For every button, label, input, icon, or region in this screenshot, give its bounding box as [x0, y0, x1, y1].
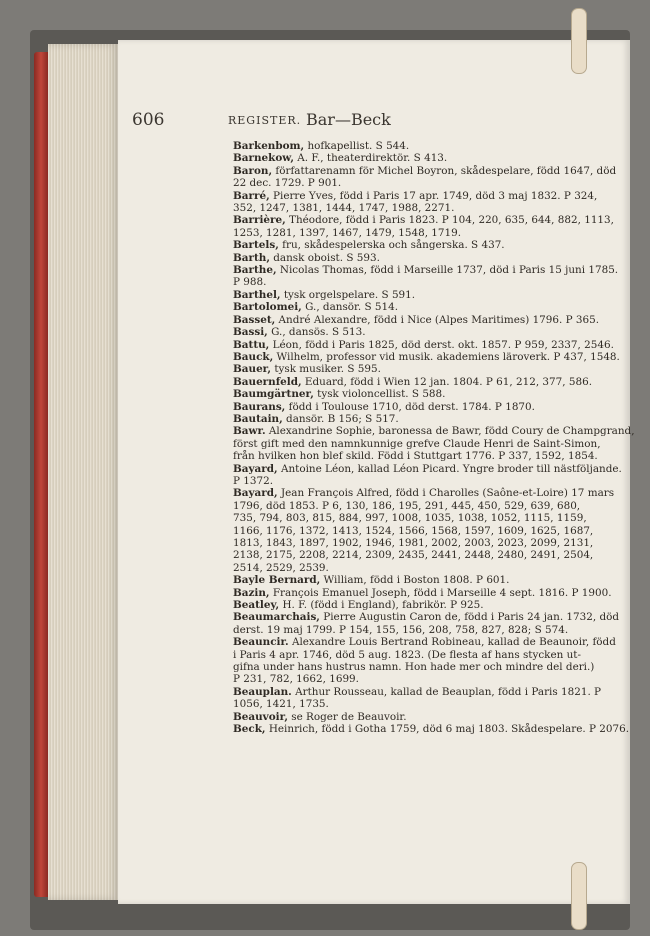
- entry-line: 1813, 1843, 1897, 1902, 1946, 1981, 2002, 2003, 2023, 2099, 2131,: [233, 537, 594, 549]
- entry-line: 1056, 1421, 1735.: [233, 698, 329, 711]
- entry-head: Barnekow,: [233, 152, 294, 165]
- entry-line: P 1372.: [233, 474, 274, 487]
- index-entry: [233, 723, 637, 735]
- entry-line: 2514, 2529, 2539.: [233, 561, 329, 574]
- entry-head: Bayard,: [233, 487, 278, 500]
- index-entry: [233, 326, 637, 338]
- index-entry: [233, 301, 637, 313]
- entry-line: fru, skådespelerska och sångerska. S 437.: [278, 239, 505, 252]
- entry-line: Antoine Léon, kallad Léon Picard. Yngre broder till nästföljande.: [277, 462, 622, 475]
- entry-line: G., dansör. S 514.: [301, 301, 399, 314]
- entry-head: Baron,: [233, 164, 273, 177]
- entry-line: författarenamn för Michel Boyron, skådespelare, född 1647, död: [272, 164, 617, 177]
- entry-line: William, född i Boston 1808. P 601.: [320, 574, 510, 587]
- entry-line: Alexandrine Sophie, baronessa de Bawr, född Coury de Champgrand,: [265, 425, 635, 438]
- entry-head: Bartolomei,: [233, 301, 302, 314]
- entry-head: Bauck,: [233, 350, 274, 363]
- entry-head: Barth,: [233, 251, 270, 264]
- index-entry: [233, 376, 637, 388]
- entry-line: 352, 1247, 1381, 1444, 1747, 1988, 2271.: [233, 202, 455, 215]
- index-entry: [233, 401, 637, 413]
- index-entry: [233, 339, 637, 351]
- entry-head: Beck,: [233, 723, 266, 736]
- entry-line: A. F., theaterdirektör. S 413.: [294, 152, 448, 165]
- entry-head: Basset,: [233, 313, 276, 326]
- entry-head: Bartels,: [233, 239, 279, 252]
- index-entry: [233, 351, 637, 363]
- entry-line: tysk musiker. S 595.: [271, 363, 381, 376]
- entry-line: derst. 19 maj 1799. P 154, 155, 156, 208, 758, 827, 828; S 574.: [233, 623, 569, 636]
- index-entry: [233, 252, 637, 264]
- entry-line: först gift med den namnkunnige grefve Claude Henri de Saint-Simon,: [233, 437, 601, 450]
- index-entry: [233, 214, 637, 239]
- entry-head: Bauer,: [233, 363, 272, 376]
- bookmark-ribbon-top: [571, 8, 587, 74]
- entry-head: Bawr.: [233, 425, 266, 438]
- index-entry: [233, 314, 637, 326]
- entry-line: André Alexandre, född i Nice (Alpes Maritimes) 1796. P 365.: [275, 313, 600, 326]
- index-entry: [233, 599, 637, 611]
- entry-line: 2138, 2175, 2208, 2214, 2309, 2435, 2441, 2448, 2480, 2491, 2504,: [233, 549, 594, 562]
- entry-line: hofkapellist. S 544.: [304, 140, 410, 152]
- entry-head: Bazin,: [233, 586, 270, 599]
- index-entry: [233, 190, 637, 215]
- index-entry: [233, 388, 637, 400]
- entry-line: Alexandre Louis Bertrand Robineau, kallad de Beaunoir, född: [288, 636, 616, 649]
- index-entry: [233, 363, 637, 375]
- index-entry: [233, 264, 637, 289]
- index-entries: [233, 140, 637, 736]
- entry-head: Barré,: [233, 189, 270, 202]
- entry-head: Beauvoir,: [233, 710, 288, 723]
- entry-line: Eduard, född i Wien 12 jan. 1804. P 61, 212, 377, 586.: [301, 375, 592, 388]
- entry-head: Barthe,: [233, 264, 277, 277]
- entry-head: Beauplan.: [233, 685, 292, 698]
- index-entry: [233, 487, 637, 574]
- entry-line: Pierre Augustin Caron de, född i Paris 24 jan. 1732, död: [319, 611, 620, 624]
- running-range: Bar—Beck: [306, 110, 391, 129]
- entry-line: se Roger de Beauvoir.: [287, 710, 407, 723]
- index-entry: [233, 463, 637, 488]
- page-stack-edge: [48, 44, 120, 900]
- entry-line: Nicolas Thomas, född i Marseille 1737, död i Paris 15 juni 1785.: [276, 264, 619, 277]
- entry-line: P 231, 782, 1662, 1699.: [233, 673, 359, 686]
- index-entry: [233, 152, 637, 164]
- entry-line: tysk orgelspelare. S 591.: [280, 288, 416, 301]
- book-cover-edge: [34, 52, 48, 897]
- entry-head: Beaumarchais,: [233, 611, 320, 624]
- index-entry: [233, 686, 637, 711]
- index-entry: [233, 165, 637, 190]
- running-head: REGISTER.: [228, 114, 302, 127]
- entry-line: född i Toulouse 1710, död derst. 1784. P 1870.: [285, 400, 535, 413]
- entry-line: G., dansös. S 513.: [267, 326, 366, 339]
- index-entry: [233, 587, 637, 599]
- entry-line: 1253, 1281, 1397, 1467, 1479, 1548, 1719.: [233, 226, 462, 239]
- index-entry: [233, 239, 637, 251]
- entry-line: dansör. B 156; S 517.: [282, 412, 399, 425]
- entry-line: Pierre Yves, född i Paris 17 apr. 1749, död 3 maj 1832. P 324,: [269, 189, 598, 202]
- index-entry: [233, 636, 637, 686]
- entry-head: Baurans,: [233, 400, 286, 413]
- entry-line: Wilhelm, professor vid musik. akademiens läroverk. P 437, 1548.: [273, 350, 620, 363]
- entry-line: dansk oboist. S 593.: [269, 251, 380, 264]
- entry-line: 22 dec. 1729. P 901.: [233, 177, 342, 190]
- entry-head: Beatley,: [233, 599, 280, 612]
- entry-line: i Paris 4 apr. 1746, död 5 aug. 1823. (De flesta af hans stycken ut-: [233, 648, 581, 661]
- entry-line: 1796, död 1853. P 6, 130, 186, 195, 291, 445, 450, 529, 639, 680,: [233, 499, 581, 512]
- page-number: 606: [132, 110, 165, 130]
- entry-head: Barkenbom,: [233, 140, 305, 152]
- entry-head: Bassi,: [233, 326, 268, 339]
- entry-line: Léon, född i Paris 1825, död derst. okt. 1857. P 959, 2337, 2546.: [269, 338, 614, 351]
- index-entry: [233, 425, 637, 462]
- entry-line: 1166, 1176, 1372, 1413, 1524, 1566, 1568, 1597, 1609, 1625, 1687,: [233, 524, 594, 537]
- entry-line: Arthur Rousseau, kallad de Beauplan, född i Paris 1821. P: [291, 685, 602, 698]
- index-entry: [233, 611, 637, 636]
- index-entry: [233, 413, 637, 425]
- entry-head: Bautain,: [233, 412, 283, 425]
- entry-line: tysk violoncellist. S 588.: [313, 388, 446, 401]
- entry-head: Bayard,: [233, 462, 278, 475]
- entry-line: från hvilken hon blef skild. Född i Stuttgart 1776. P 337, 1592, 1854.: [233, 450, 598, 463]
- entry-head: Beauncir.: [233, 636, 289, 649]
- entry-head: Barthel,: [233, 288, 281, 301]
- bookmark-ribbon-bottom: [571, 862, 587, 930]
- entry-line: 735, 794, 803, 815, 884, 997, 1008, 1035, 1038, 1052, 1115, 1159,: [233, 512, 587, 525]
- entry-head: Baumgärtner,: [233, 388, 314, 401]
- entry-line: P 988.: [233, 276, 267, 289]
- index-entry: [233, 574, 637, 586]
- entry-line: H. F. (född i England), fabrikör. P 925.: [279, 599, 484, 612]
- entry-head: Barrière,: [233, 214, 286, 227]
- entry-head: Battu,: [233, 338, 270, 351]
- entry-line: François Emanuel Joseph, född i Marseille 4 sept. 1816. P 1900.: [269, 586, 612, 599]
- entry-head: Bayle Bernard,: [233, 574, 321, 587]
- entry-line: Heinrich, född i Gotha 1759, död 6 maj 1803. Skådespelare. P 2076.: [265, 723, 630, 736]
- entry-head: Bauernfeld,: [233, 375, 302, 388]
- entry-line: gifna under hans hustrus namn. Hon hade mer och mindre del deri.): [233, 661, 595, 674]
- page-header: [132, 110, 532, 136]
- index-entry: [233, 289, 637, 301]
- entry-line: Théodore, född i Paris 1823. P 104, 220, 635, 644, 882, 1113,: [285, 214, 614, 227]
- entry-line: Jean François Alfred, född i Charolles (Saône-et-Loire) 17 mars: [277, 487, 615, 500]
- index-entry: [233, 711, 637, 723]
- index-entry: [233, 140, 637, 152]
